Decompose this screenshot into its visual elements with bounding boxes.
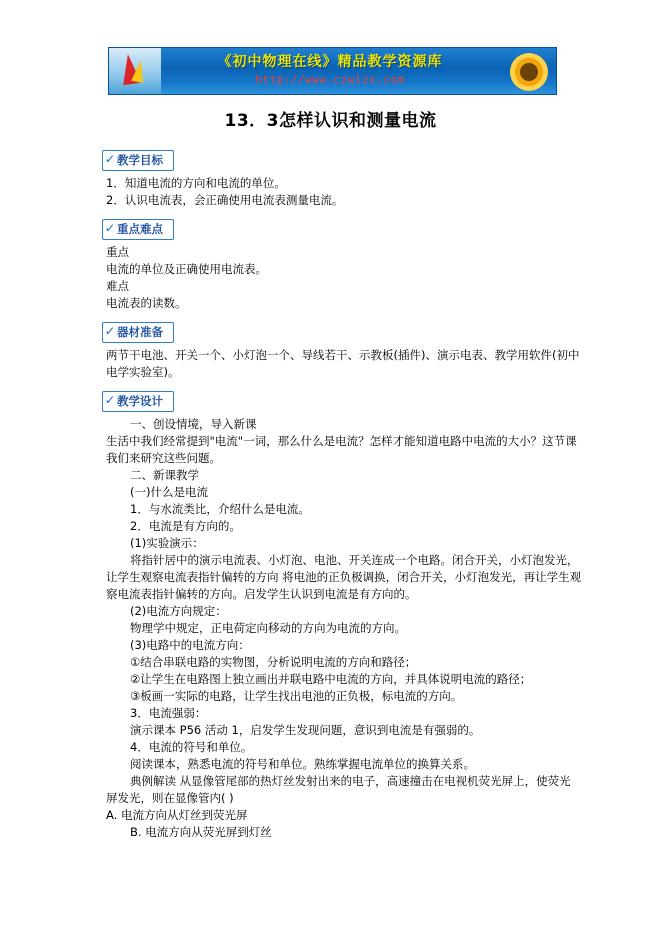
section-heading-label: 重点难点 [117,222,163,236]
banner-logo-area [109,48,161,94]
paragraph: ③板画一实际的电路，让学生找出电池的正负极，标电流的方向。 [130,689,463,703]
section-heading [102,150,174,171]
paragraph: 电流的单位及正确使用电流表。 [106,262,267,276]
paragraph: (3)电路中的电流方向： [130,638,250,652]
paragraph: 一、创设情境，导入新课 [130,417,257,431]
paragraph: 3．电流强弱： [130,706,207,720]
paragraph: 阅读课本，熟悉电流的符号和单位。熟练掌握电流单位的换算关系。 [130,757,475,771]
paragraph: 电流表的读数。 [106,296,187,310]
check-icon: ✓ [104,393,116,407]
answer-option: B. 电流方向从荧光屏到灯丝 [130,825,272,839]
sunflower-center [520,63,538,81]
paragraph: 将指针居中的演示电流表、小灯泡、电池、开关连成一个电路。闭合开关，小灯泡发光，让学生观察电流表指针偏转的方向 将电池的正负极调换，闭合开关，小灯泡发光，再让学生观察电流表指针偏转的方向。启发学生认识到电流是有方向的。 [106,553,582,601]
section-key-points [82,209,582,312]
section-materials [82,312,582,381]
check-icon: ✓ [104,324,116,338]
paragraph: (一)什么是电流 [130,485,208,499]
document-body [82,140,582,841]
paragraph: 典例解读 从显像管尾部的热灯丝发射出来的电子，高速撞击在电视机荧光屏上，使荧光屏发光，则在显像管内( ) [106,774,571,805]
paragraph: (1)实验演示： [130,536,204,550]
paragraph: 二、新课教学 [130,468,199,482]
paragraph: ①结合串联电路的实物图，分析说明电流的方向和路径； [130,655,417,669]
section-heading-label: 器材准备 [117,325,163,339]
paragraph: ②让学生在电路图上独立画出并联电路中电流的方向，并具体说明电流的路径； [130,672,532,686]
paragraph: 1．知道电流的方向和电流的单位。 [106,176,286,190]
paragraph: 物理学中规定，正电荷定向移动的方向为电流的方向。 [130,621,406,635]
section-heading [102,219,174,240]
section-heading [102,391,174,412]
paragraph: 演示课本 P56 活动 1，启发学生发现问题，意识到电流是有强弱的。 [130,723,481,737]
paragraph: 2．认识电流表，会正确使用电流表测量电流。 [106,193,344,207]
section-heading [102,322,174,343]
paragraph: 2．电流是有方向的。 [130,519,241,533]
paragraph: A. 电流方向从灯丝到荧光屏 [106,808,248,822]
paragraph: 1．与水流类比，介绍什么是电流。 [130,502,310,516]
paragraph: 重点 [106,245,129,259]
paragraph: 生活中我们经常提到"电流"一词，那么什么是电流？怎样才能知道电路中电流的大小？这节课我们来研究这些问题。 [106,434,577,465]
banner-text-block [165,51,495,86]
page-title: 13．3怎样认识和测量电流 [224,111,437,131]
paragraph: 两节干电池、开关一个、小灯泡一个、导线若干、示教板(插件)、演示电表、教学用软件(初中电学实验室)。 [106,348,580,379]
section-heading-label: 教学目标 [117,153,163,167]
paragraph: (2)电流方向规定： [130,604,227,618]
check-icon: ✓ [104,221,116,235]
section-heading-label: 教学设计 [117,394,163,408]
banner-title: 《初中物理在线》精品教学资源库 [217,54,443,70]
site-banner [108,47,557,95]
sunflower-icon [508,51,550,93]
section-teaching-goals [82,140,582,209]
section-teaching-design [82,381,582,841]
flame-inner-icon [131,59,147,83]
check-icon: ✓ [104,152,116,166]
banner-url[interactable]: http://www.czwlzx.com [255,73,405,86]
paragraph: 难点 [106,279,129,293]
paragraph: 4．电流的符号和单位。 [130,740,253,754]
